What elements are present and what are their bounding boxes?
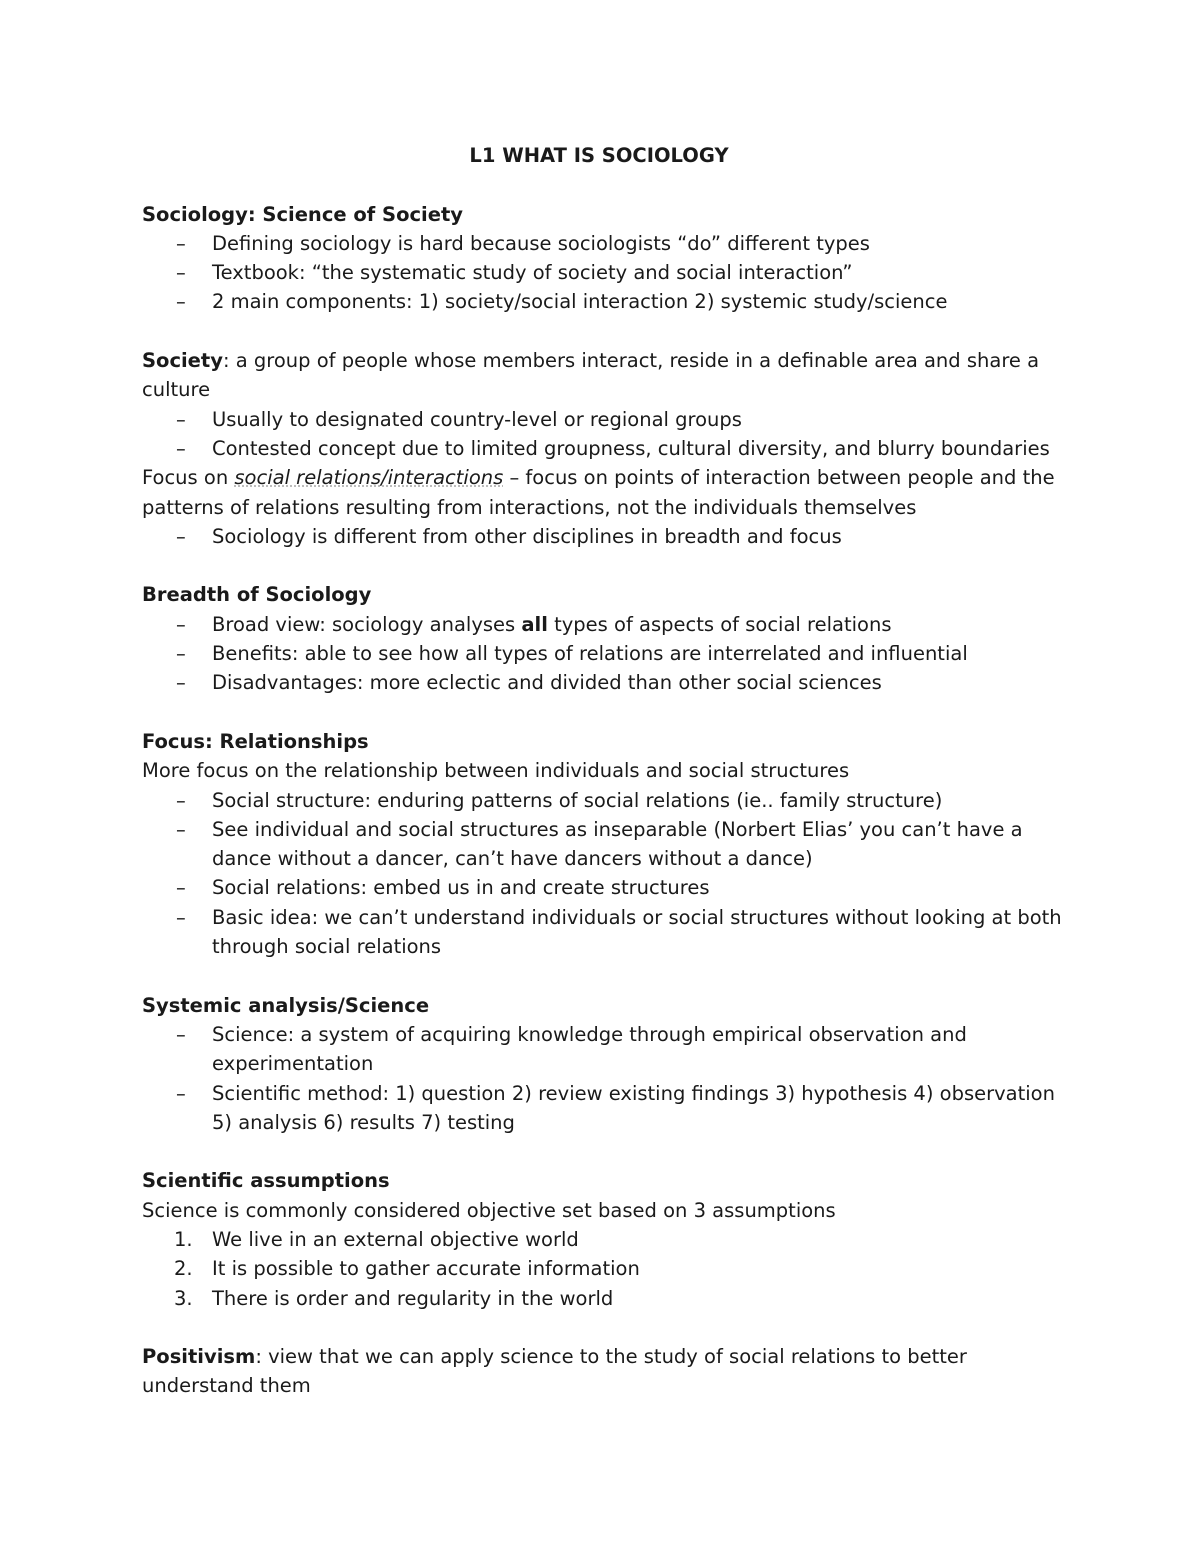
dash-marker: – (176, 788, 186, 812)
dash-marker: – (176, 261, 186, 285)
number-marker: 1. (174, 1227, 193, 1251)
list-relationships (142, 786, 1080, 962)
heading-systemic-analysis: Systemic analysis/Science (142, 993, 430, 1017)
list-item: – Social structure: enduring patterns of social relations (ie.. family structure) (142, 786, 1080, 815)
list-item: – Textbook: “the systematic study of society and social interaction” (142, 258, 1080, 287)
dash-marker: – (176, 642, 186, 666)
dash-marker: – (176, 876, 186, 900)
positivism-definition: Positivism: view that we can apply science to the study of social relations to better understand them (142, 1345, 967, 1398)
assumptions-intro: Science is commonly considered objective set based on 3 assumptions (142, 1198, 836, 1222)
list-item: 2. It is possible to gather accurate information (142, 1254, 1080, 1283)
heading-scientific-assumptions: Scientific assumptions (142, 1169, 390, 1193)
term-society: Society (142, 349, 223, 373)
dash-marker: – (176, 290, 186, 314)
list-item: – Scientific method: 1) question 2) review existing findings 3) hypothesis 4) observation 5) analysis 6) results 7) testing (142, 1079, 1080, 1138)
list-item: – Disadvantages: more eclectic and divided than other social sciences (142, 668, 1080, 697)
list-item: 3. There is order and regularity in the world (142, 1284, 1080, 1313)
dash-marker: – (176, 436, 186, 460)
dash-marker: – (176, 1081, 186, 1105)
relationships-intro: More focus on the relationship between individuals and social structures (142, 759, 850, 783)
heading-breadth: Breadth of Sociology (142, 583, 372, 607)
list-item: – Sociology is different from other disciplines in breadth and focus (142, 522, 1080, 551)
heading-sociology-science: Sociology: Science of Society (142, 202, 463, 226)
list-item: – Usually to designated country-level or regional groups (142, 405, 1080, 434)
list-breadth (142, 610, 1080, 698)
list-item: – Defining sociology is hard because sociologists “do” different types (142, 229, 1080, 258)
dash-marker: – (176, 1022, 186, 1046)
dash-marker: – (176, 407, 186, 431)
dash-marker: – (176, 524, 186, 548)
number-marker: 3. (174, 1286, 193, 1310)
dash-marker: – (176, 817, 186, 841)
list-systemic-analysis (142, 1020, 1080, 1137)
list-item: – See individual and social structures as inseparable (Norbert Elias’ you can’t have a dance without a dancer, can’t have dancers without a dance) (142, 815, 1080, 874)
number-marker: 2. (174, 1257, 193, 1281)
bold-all: all (521, 612, 548, 636)
list-society (142, 405, 1080, 464)
list-item: – Broad view: sociology analyses all types of aspects of social relations (142, 610, 1080, 639)
list-item: – Basic idea: we can’t understand individuals or social structures without looking at both through social relations (142, 903, 1080, 962)
list-assumptions (142, 1225, 1080, 1313)
term-positivism: Positivism (142, 1345, 256, 1369)
list-item: – Contested concept due to limited groupness, cultural diversity, and blurry boundaries (142, 434, 1080, 463)
list-item: – Science: a system of acquiring knowledge through empirical observation and experimentation (142, 1020, 1080, 1079)
page-title: L1 WHAT IS SOCIOLOGY (469, 144, 729, 167)
list-item: – 2 main components: 1) society/social interaction 2) systemic study/science (142, 287, 1080, 316)
focus-paragraph: Focus on social relations/interactions – focus on points of interaction between people and the patterns of relations resulting from interactions, not the individuals themselves (142, 466, 1055, 519)
dash-marker: – (176, 231, 186, 255)
list-sociology-science (142, 229, 1080, 317)
focus-italic-term: social relations/interactions (234, 466, 504, 490)
list-item: – Benefits: able to see how all types of relations are interrelated and influential (142, 639, 1080, 668)
dash-marker: – (176, 671, 186, 695)
list-item: 1. We live in an external objective world (142, 1225, 1080, 1254)
society-definition: Society: a group of people whose members interact, reside in a definable area and share a culture (142, 349, 1040, 402)
heading-focus-relationships: Focus: Relationships (142, 729, 369, 753)
list-item: – Social relations: embed us in and create structures (142, 873, 1080, 902)
dash-marker: – (176, 905, 186, 929)
list-focus (142, 522, 1080, 551)
dash-marker: – (176, 612, 186, 636)
